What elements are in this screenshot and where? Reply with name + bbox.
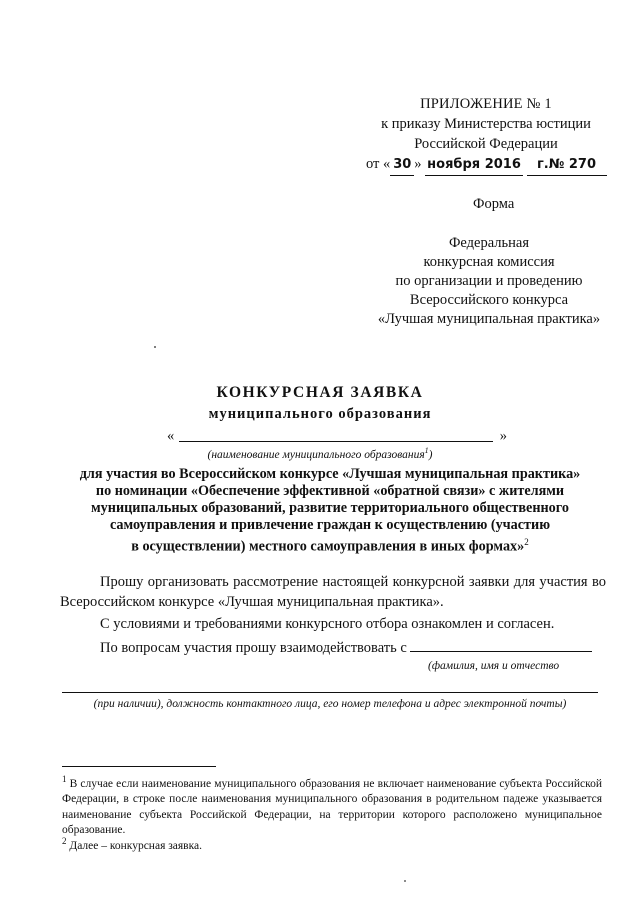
footnote-ref-1: 1 <box>424 446 429 455</box>
participation-line-1: для участия во Всероссийском конкурсе «Лучшая муниципальная практика» <box>79 466 581 482</box>
footnote-1: $^1$ В случае если наименование муниципального образования не включает наименование субъекта Российской Федерации, в строке после наименования муниципального образования в родительном падеже указывается наименование субъекта Российской Федерации, на территории которого расположено муниципальное образование. <box>62 774 603 837</box>
scan-speck-2 <box>404 880 406 882</box>
appendix-country-line: Российской Федерации <box>414 136 558 152</box>
date-quote-close: » <box>414 156 422 172</box>
footnote-separator <box>62 766 216 767</box>
appendix-header <box>366 94 606 176</box>
order-date-line <box>366 154 606 176</box>
addressee-line-4: Всероссийского конкурса <box>409 292 569 308</box>
footnote-2: $^2$ Далее – конкурсная заявка. <box>62 836 202 852</box>
form-label: Форма <box>473 196 515 212</box>
municipality-name-caption: (наименование муниципального образования$^1$) <box>207 446 433 461</box>
addressee-block <box>370 234 608 329</box>
participation-line-4: самоуправления и привлечение граждан к осуществлению (участию <box>109 517 551 533</box>
contact-paragraph: По вопросам участия прошу взаимодействовать с <box>100 638 600 658</box>
request-paragraph: Прошу организовать рассмотрение настоящей конкурсной заявки для участия во Всероссийском конкурсе «Лучшая муниципальная практика». <box>60 574 606 610</box>
participation-line-5: в осуществлении) местного самоуправления в иных формах»$^2$ <box>131 537 529 555</box>
footnote-ref-2: 2 <box>524 537 529 547</box>
application-title: КОНКУРСНАЯ ЗАЯВКА <box>216 384 424 401</box>
contact-person-field[interactable] <box>410 639 592 652</box>
footnote-2-mark: 2 <box>62 836 67 846</box>
date-quote-open: « <box>383 156 391 172</box>
appendix-title: ПРИЛОЖЕНИЕ № 1 <box>420 96 552 112</box>
addressee-line-2: конкурсная комиссия <box>423 254 555 270</box>
application-subtitle: муниципального образования <box>208 406 432 422</box>
order-number: г.№ 270 <box>527 155 607 176</box>
appendix-order-line: к приказу Министерства юстиции <box>381 116 591 132</box>
date-prefix: от <box>366 156 380 172</box>
order-month: ноября 2016 <box>425 155 523 176</box>
participation-statement <box>60 466 600 556</box>
participation-line-2: по номинации «Обеспечение эффективной «обратной связи» с жителями <box>95 483 565 499</box>
agreement-paragraph: С условиями и требованиями конкурсного отбора ознакомлен и согласен. <box>100 616 555 632</box>
municipality-name-field <box>167 428 507 446</box>
order-day: 30 <box>390 155 414 176</box>
municipality-name-underline <box>179 441 493 442</box>
scan-speck <box>154 346 156 348</box>
contact-details-field[interactable] <box>62 692 598 693</box>
municipality-quote-open: « <box>167 428 175 444</box>
addressee-line-5: «Лучшая муниципальная практика» <box>377 311 601 327</box>
fio-caption: (фамилия, имя и отчество <box>428 660 560 672</box>
footnote-1-mark: 1 <box>62 774 67 784</box>
contact-details-caption: (при наличии), должность контактного лица, его номер телефона и адрес электронной почты) <box>93 698 567 710</box>
addressee-line-1: Федеральная <box>448 235 530 251</box>
municipality-quote-close: » <box>499 428 507 444</box>
participation-line-3: муниципальных образований, развитие территориального общественного <box>91 500 569 516</box>
addressee-line-3: по организации и проведению <box>395 273 583 289</box>
